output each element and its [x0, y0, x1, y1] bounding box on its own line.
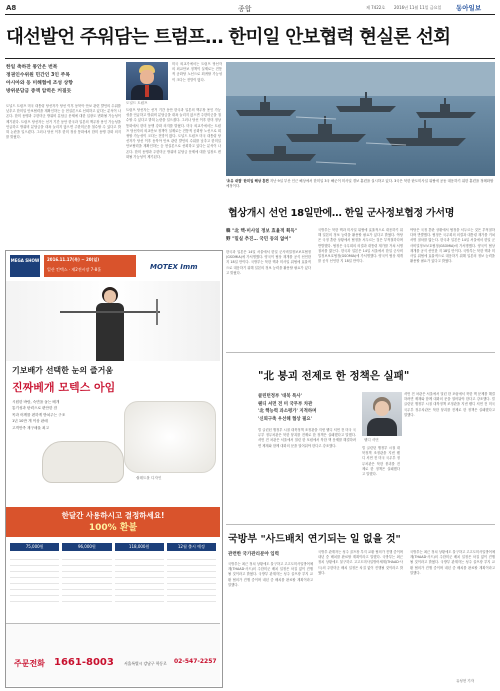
trump-portrait [126, 62, 168, 100]
paper-name: 동아일보 [456, 4, 482, 12]
price-cell: 118,000원 [115, 543, 164, 551]
story3-headline: 국방부 "사드배치 연기되는 일 없을 것" [228, 534, 401, 545]
main-headline: 대선발언 주워담는 트럼프… 한미일 안보협력 현실론 선회 [6, 27, 451, 48]
lead-subheads [6, 64, 121, 96]
interview-bottom-rule [226, 524, 495, 525]
story2-headline: 협상개시 선언 18일만에… 한일 군사정보협정 가서명 [228, 208, 455, 219]
story3-body-col-1: 국방부는 최근 정치 상황에도 불구하고 고고도미사일방어체계(THAAD·사드)의 주한미군 배치 일정은 차질 없이 진행될 것이라고 밝혔다. 국방부 관계자는 성주 골프장 부지 교환 협의가 진행 중이며 내년 중 배치를 완료할 계획이라고 말했다. [228, 562, 313, 587]
photo-caption [226, 179, 495, 189]
story2-body-col-1: 한국과 일본은 14일 서울에서 한일 군사비밀정보보호협정(GSOMIA)에 가서명했다. 양국이 협상 재개를 공식 선언한 지 18일 만이다. 국방부는 북한 핵과 미사일 위협에 효율적으로 대응하기 위해 일본의 정보 능력을 활용할 필요가 있다고 밝혔다. [226, 250, 311, 275]
interview-body-col-2: 셔먼 전 차관은 서울에서 열린 한 포럼에서 북한 핵 문제를 해결하려면 제재와 함께 대화의 문을 열어둬야 한다고 강조했다. 빌 클린턴 행정부 시절 대북정책 조정관을 지낸 웬디 셔먼 전 미국 국무부 정무차관은 북한 붕괴를 전제로 한 정책은 실패했다고 말했다. [404, 392, 495, 417]
lead-body-col-2-top: 미국 외교가에서는 트럼프 당선자의 외교안보 정책이 실제로는 전통적 공화당 노선으로 회귀할 가능성이 크다는 전망이 많다. [172, 62, 222, 82]
issue-date: 2016년 11월 11일 금요일 [394, 5, 442, 10]
lead-subhead: 아시아와 동 미해협에 조성 상향 [6, 81, 73, 86]
ad-pillow-image [42, 441, 124, 483]
ad-phone-2: 02-547-2257 [174, 658, 217, 665]
ad-special-sub: 100% 환불 [88, 523, 138, 533]
story2-body-col-3: 야당은 국정 혼란 상황에서 협정을 서두르는 것은 부적절하다며 반발했다. 협정은 국무회의 의결과 대통령 재가를 거쳐 서명 절차를 밟는다. 한국과 일본은 14일 서울에서 한일 군사비밀정보보호협정(GSOMIA)에 가서명했다. 양국이 협상 재개를 공식 선언한 지 18일 만이다. 국방부는 북한 핵과 미사일 위협에 효율적으로 대응하기 위해 일본의 정보 능력을 활용할 필요가 있다고 밝혔다. [410, 228, 495, 264]
motex-advertisement [5, 250, 223, 688]
interview-subhead: '北 핵능력 과소평가' 지적하며 [258, 409, 317, 414]
ad-brand-logo: MOTEX Imm [150, 263, 198, 271]
lead-subhead: 정권인수위원 민간인 3인 주목 [6, 73, 70, 78]
story2-subhead: 野 "밀실 추진… 국민 동의 없어" [226, 237, 291, 242]
interview-headline: "北 붕괴 전제로 한 정책은 실패" [258, 370, 410, 382]
price-cell: 75,000원 [10, 543, 59, 551]
ad-event-venue: 일산 킨텍스 · 제2전시장 7-8홀 [47, 267, 102, 272]
interview-subhead: '신뢰구축 우선해 협상 필요' [258, 416, 312, 422]
price-cell: 12월 출시 예정 [167, 543, 216, 551]
ad-order-label: 주문전화 [14, 659, 45, 668]
header-rule [5, 14, 495, 15]
photo-caption-title: '초유 대결' 한미일 해상 훈련 [226, 179, 269, 183]
lead-subhead: 방위분담금 증액 압력은 커질듯 [6, 89, 72, 94]
interview-photo-caption: 웬디 셔먼 [364, 438, 379, 442]
ad-order-footer [6, 623, 220, 686]
issue-number: 제 7422호 [366, 5, 386, 10]
page-number: A8 [6, 4, 17, 12]
ad-model-photo [6, 281, 220, 361]
lead-body-col-1: 도널드 트럼프 미국 대통령 당선자가 당선 이후 동북아 안보 관련 발언의 수위를 낮추고 한미일 안보협력을 재확인하는 등 현실론으로 선회하고 있다는 분석이 나온다. 한미 동맹과 주한미군 방위비 분담금 문제에 대한 입장도 변화될 가능성이 제기된다. 트럼프 당선자는 선거 기간 동안 한국과 일본의 핵무장 용인 가능성을 언급하고 방위비 분담금을 대폭 늘리지 않으면 주한미군을 철수할 수 있다고 밝혀 논란을 일으켰다. 그러나 당선 이후 한미 정상 통화에서 한미 동맹 강화 의지를 밝혔다. [6, 104, 121, 140]
section-label: 종합 [238, 5, 252, 13]
portrait-caption: 도널드 트럼프 [126, 101, 148, 105]
story3-subhead: 관련한 국가관리분야 입력 [228, 552, 279, 557]
ad-title: 진짜베개 모텍스 아임 [12, 381, 116, 394]
sherman-portrait [362, 392, 402, 436]
ad-pillow-image-2 [124, 401, 216, 473]
interview-subhead: 클린턴정부 '대북 특사' [258, 394, 302, 399]
naval-exercise-photo [226, 62, 495, 176]
lead-body-col-2: 트럼프 당선자는 선거 기간 동안 한국과 일본의 핵무장 용인 가능성을 언급하고 방위비 분담금을 대폭 늘리지 않으면 주한미군을 철수할 수 있다고 밝혀 논란을 일으켰다. 그러나 당선 이후 한미 정상 통화에서 한미 동맹 강화 의지를 밝혔다. 미국 외교가에서는 트럼프 당선자의 외교안보 정책이 실제로는 전통적 공화당 노선으로 회귀할 가능성이 크다는 전망이 많다. 도널드 트럼프 미국 대통령 당선자가 당선 이후 동북아 안보 관련 발언의 수위를 낮추고 한미일 안보협력을 재확인하는 등 현실론으로 선회하고 있다는 분석이 나온다. 한미 동맹과 주한미군 방위비 분담금 문제에 대한 입장도 변화될 가능성이 제기된다. [126, 108, 221, 159]
story3-byline: 유성현 기자 [456, 679, 475, 683]
story2-subhead: 韓 "北 핵·미사일 정보 효율적 획득" [226, 229, 298, 234]
ad-description: 시원한 바람, 숙면을 돕는 베개 통기성과 탄력으로 편안한 잠 목과 어깨를 편하게 받쳐주는 구조 1년 10만 개 이상 판매 고객만족 재구매율 최고 [12, 400, 66, 430]
ad-special-banner [6, 507, 220, 537]
interview-subheads [258, 393, 356, 423]
ad-headline: 기보배가 선택한 눈의 즐거움 [12, 366, 114, 375]
story3-body-col-3: 국방부는 최근 정치 상황에도 불구하고 고고도미사일방어체계(THAAD·사드)의 주한미군 배치 일정은 차질 없이 진행될 것이라고 밝혔다. 국방부 관계자는 성주 골프장 부지 교환 협의가 진행 중이며 내년 중 배치를 완료할 계획이라고 말했다. [410, 550, 495, 575]
ad-special-title: 한달간 사용하시고 결정하세요! [61, 511, 165, 520]
headline-rule [5, 58, 495, 59]
ad-event-banner [44, 255, 136, 277]
story2-body-col-2: 국방부는 북한 핵과 미사일 위협에 효율적으로 대응하기 위해 일본의 정보 능력을 활용할 필요가 있다고 밝혔다. 야당은 국정 혼란 상황에서 협정을 서두르는 것은 부적절하다며 반발했다. 협정은 국무회의 의결과 대통령 재가를 거쳐 서명 절차를 밟는다. 한국과 일본은 14일 서울에서 한일 군사비밀정보보호협정(GSOMIA)에 가서명했다. 양국이 협상 재개를 공식 선언한 지 18일 만이다. [318, 228, 403, 264]
interview-subhead: 웬디 셔먼 전 미 국무부 차관 [258, 401, 313, 407]
price-cell: 96,000원 [62, 543, 111, 551]
interview-body-col-1: 빌 클린턴 행정부 시절 대북정책 조정관을 지낸 웬디 셔먼 전 미국 국무부 정무차관은 북한 붕괴를 전제로 한 정책은 실패했다고 말했다. 셔먼 전 차관은 서울에서 열린 한 포럼에서 북한 핵 문제를 해결하려면 제재와 함께 대화의 문을 열어둬야 한다고 강조했다. [258, 428, 356, 448]
ad-order-phone: 1661-8003 [54, 657, 114, 668]
lead-subhead: 한일 축하잔 통안은 번복 [6, 65, 58, 70]
story2-subheads [226, 228, 311, 244]
interview-body-col-3: 빌 클린턴 행정부 시절 대북정책 조정관을 지낸 웬디 셔먼 전 미국 국무부 정무차관은 북한 붕괴를 전제로 한 정책은 실패했다고 말했다. [362, 446, 400, 477]
photo-caption-text: 지난 9일 부산 인근 해상에서 한미일 3국 해군이 미사일 경보 훈련을 실시하고 있다. 3국은 북한 탄도미사일 위협에 공동 대응하기 위한 훈련을 정례화할 예정이다. [226, 179, 494, 188]
ad-mega-show-badge: MEGA SHOW [10, 255, 40, 277]
ad-event-date: 2016.11.17(목) ~ 20(일) [47, 257, 100, 262]
ad-product-label: 쉴레트볼 디자인 [136, 476, 162, 480]
story3-body-col-2: 국방부 관계자는 성주 골프장 부지 교환 협의가 진행 중이며 내년 중 배치를 완료할 계획이라고 말했다. 국방부는 최근 정치 상황에도 불구하고 고고도미사일방어체계(THAAD·사드)의 주한미군 배치 일정은 차질 없이 진행될 것이라고 밝혔다. [318, 550, 403, 575]
ad-address: 서울특별시 강남구 학동로 [124, 661, 167, 666]
warships-illustration [226, 62, 495, 176]
story2-bottom-rule [226, 352, 495, 353]
ad-price-table [10, 543, 216, 609]
